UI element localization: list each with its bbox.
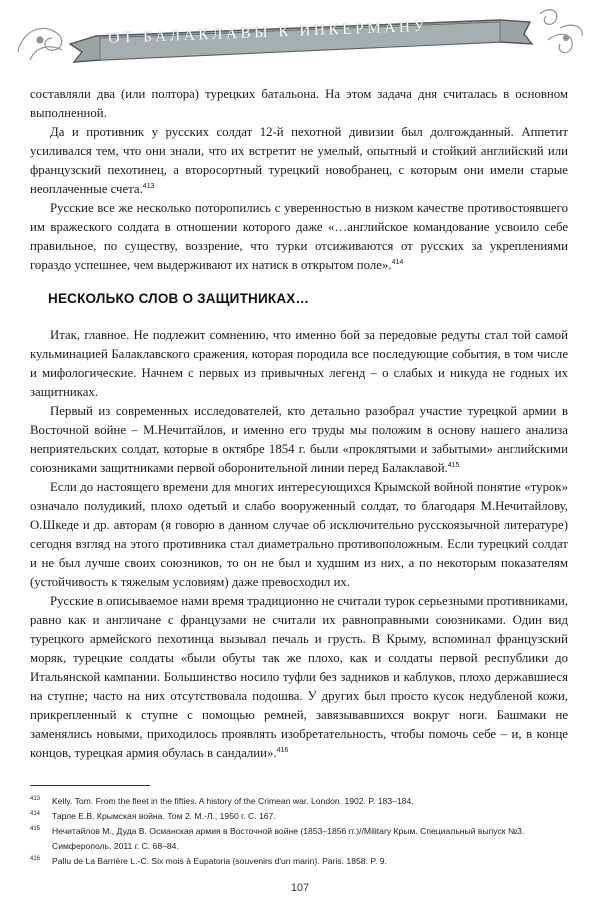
paragraph: Да и противник у русских солдат 12-й пехотной дивизии был долгожданный. Аппетит усиливался тем, что они знали, что их встретит не умелый, опытный и стойкий английский или французский пехотинец, а второсортный турецкий новобранец, с которым они имели старые неоплаченные счета.$^{413}$ (30, 125, 568, 196)
footnote-ref[interactable]: 414 (391, 259, 404, 266)
footnote-divider (30, 785, 150, 786)
footnote (30, 824, 568, 854)
footnote-ref[interactable]: 415 (447, 462, 460, 469)
paragraph: Итак, главное. Не подлежит сомнению, что именно бой за передовые редуты стал той самой кульминацией Балаклавского сражения, которая породила все последующие события, в том числе и мифологические. Начнем с первых из привычных легенд – о слабых и никуда не годных их защитниках. (30, 328, 568, 399)
footnote-number: 416 (30, 856, 41, 862)
footnote-text: Pallu de La Barrière L.-C. Six mois à Eupatoria (souvenirs d'un marin). Paris. 1858. P. 9. (52, 856, 387, 866)
footnote-number: 415 (30, 826, 41, 832)
footnote (30, 854, 568, 869)
paragraph: Если до настоящего времени для многих интересующихся Крымской войной понятие «турок» означало полудикий, плохо одетый и слабо вооруженный солдат, то благодаря М.Нечитайлову, О.Шкеде и др. авторам (я говорю в данном случае об исключительно русскоязычной литературе) сегодня взгляд на этого противника стал диаметрально противоположным. Если турецкий солдат и не был лучше своих союзников, то он не был и худшим из них, а по некоторым показателям (устойчивость к тяжелым условиям) даже превосходил их. (30, 480, 568, 589)
top-text-block (30, 85, 568, 275)
running-header (0, 0, 600, 80)
page-number: 107 (290, 882, 310, 894)
footnotes (30, 794, 568, 869)
footnote-number: 414 (30, 811, 41, 817)
paragraph: Русские все же несколько поторопились с уверенностью в низком качестве противостоявшего им вражеского солдата в отношении которого даже «…английское командование усвоило себе правильное, по существу, воззрение, что турки отсиживаются от русских за укреплениями гораздо успешнее, чем выдерживают их натиск в открытом поле».$^{414}$ (30, 201, 568, 272)
footnote-text: Тарле Е.В. Крымская война. Том 2. М.-Л., 1950 г. С. 167. (52, 811, 276, 821)
right-ornament (540, 10, 582, 53)
footnote-number: 413 (30, 796, 41, 802)
left-ornament (18, 28, 62, 60)
footnote-ref[interactable]: 416 (276, 747, 289, 754)
footnote-text: Kelly. Tom. From the fleet in the fifties. A history of the Crimean war. London. 1902. P. 183–184. (52, 796, 414, 806)
footnote (30, 809, 568, 824)
paragraph: составляли два (или полтора) турецких батальона. На этом задача дня считалась в основном выполненной. (30, 87, 568, 120)
paragraph: Русские в описываемое нами время традиционно не считали турок серьезными противниками, равно как и англичане с французами не считали их равноправными союзниками. Один вид турецкого армейского пехотинца вызывал печаль и грусть. В Крыму, вспоминал французский моряк, турецкие солдаты «были обуты так же плохо, как и солдаты первой республики до Итальянской кампании. Большинство носило туфли без задников и каблуков, плохо державшиеся на ступне; часто на них отсутствовала подошва. У других был просто кусок недубленой кожи, прикрепленный к ступне с помощью ремней, завязывавшихся вокруг ноги. Башмаки не заменялись новыми, приходилось проявлять изобретательность, чтобы помочь себе – и, в конце концов, турецкая армия обулась в сандалии».$^{416}$ (30, 594, 568, 760)
footnote-ref[interactable]: 413 (142, 183, 155, 190)
footnote (30, 794, 568, 809)
footnote-text: Нечитайлов М., Дуда В. Османская армия в Восточной войне (1853–1856 гг.)//Military Крым. Специальный выпуск №3. Симферополь, 2011 г. С. 68–84. (52, 826, 525, 851)
paragraph: Первый из современных исследователей, кто детально разобрал участие турецкой армии в Восточной войне – М.Нечитайлов, и именно его труды мы положим в основу нашего анализа неприятельских солдат, которые в октябре 1854 г. были «проклятыми и забытыми» английскими союзниками защитниками первой оборонительной линии перед Балаклавой.$^{415}$ (30, 404, 568, 475)
section-text-block (30, 326, 568, 763)
section-heading: НЕСКОЛЬКО СЛОВ О ЗАЩИТНИКАХ… (48, 291, 310, 306)
running-title: ОТ БАЛАКЛАВЫ К ИНКЕРМАНУ (108, 17, 429, 47)
